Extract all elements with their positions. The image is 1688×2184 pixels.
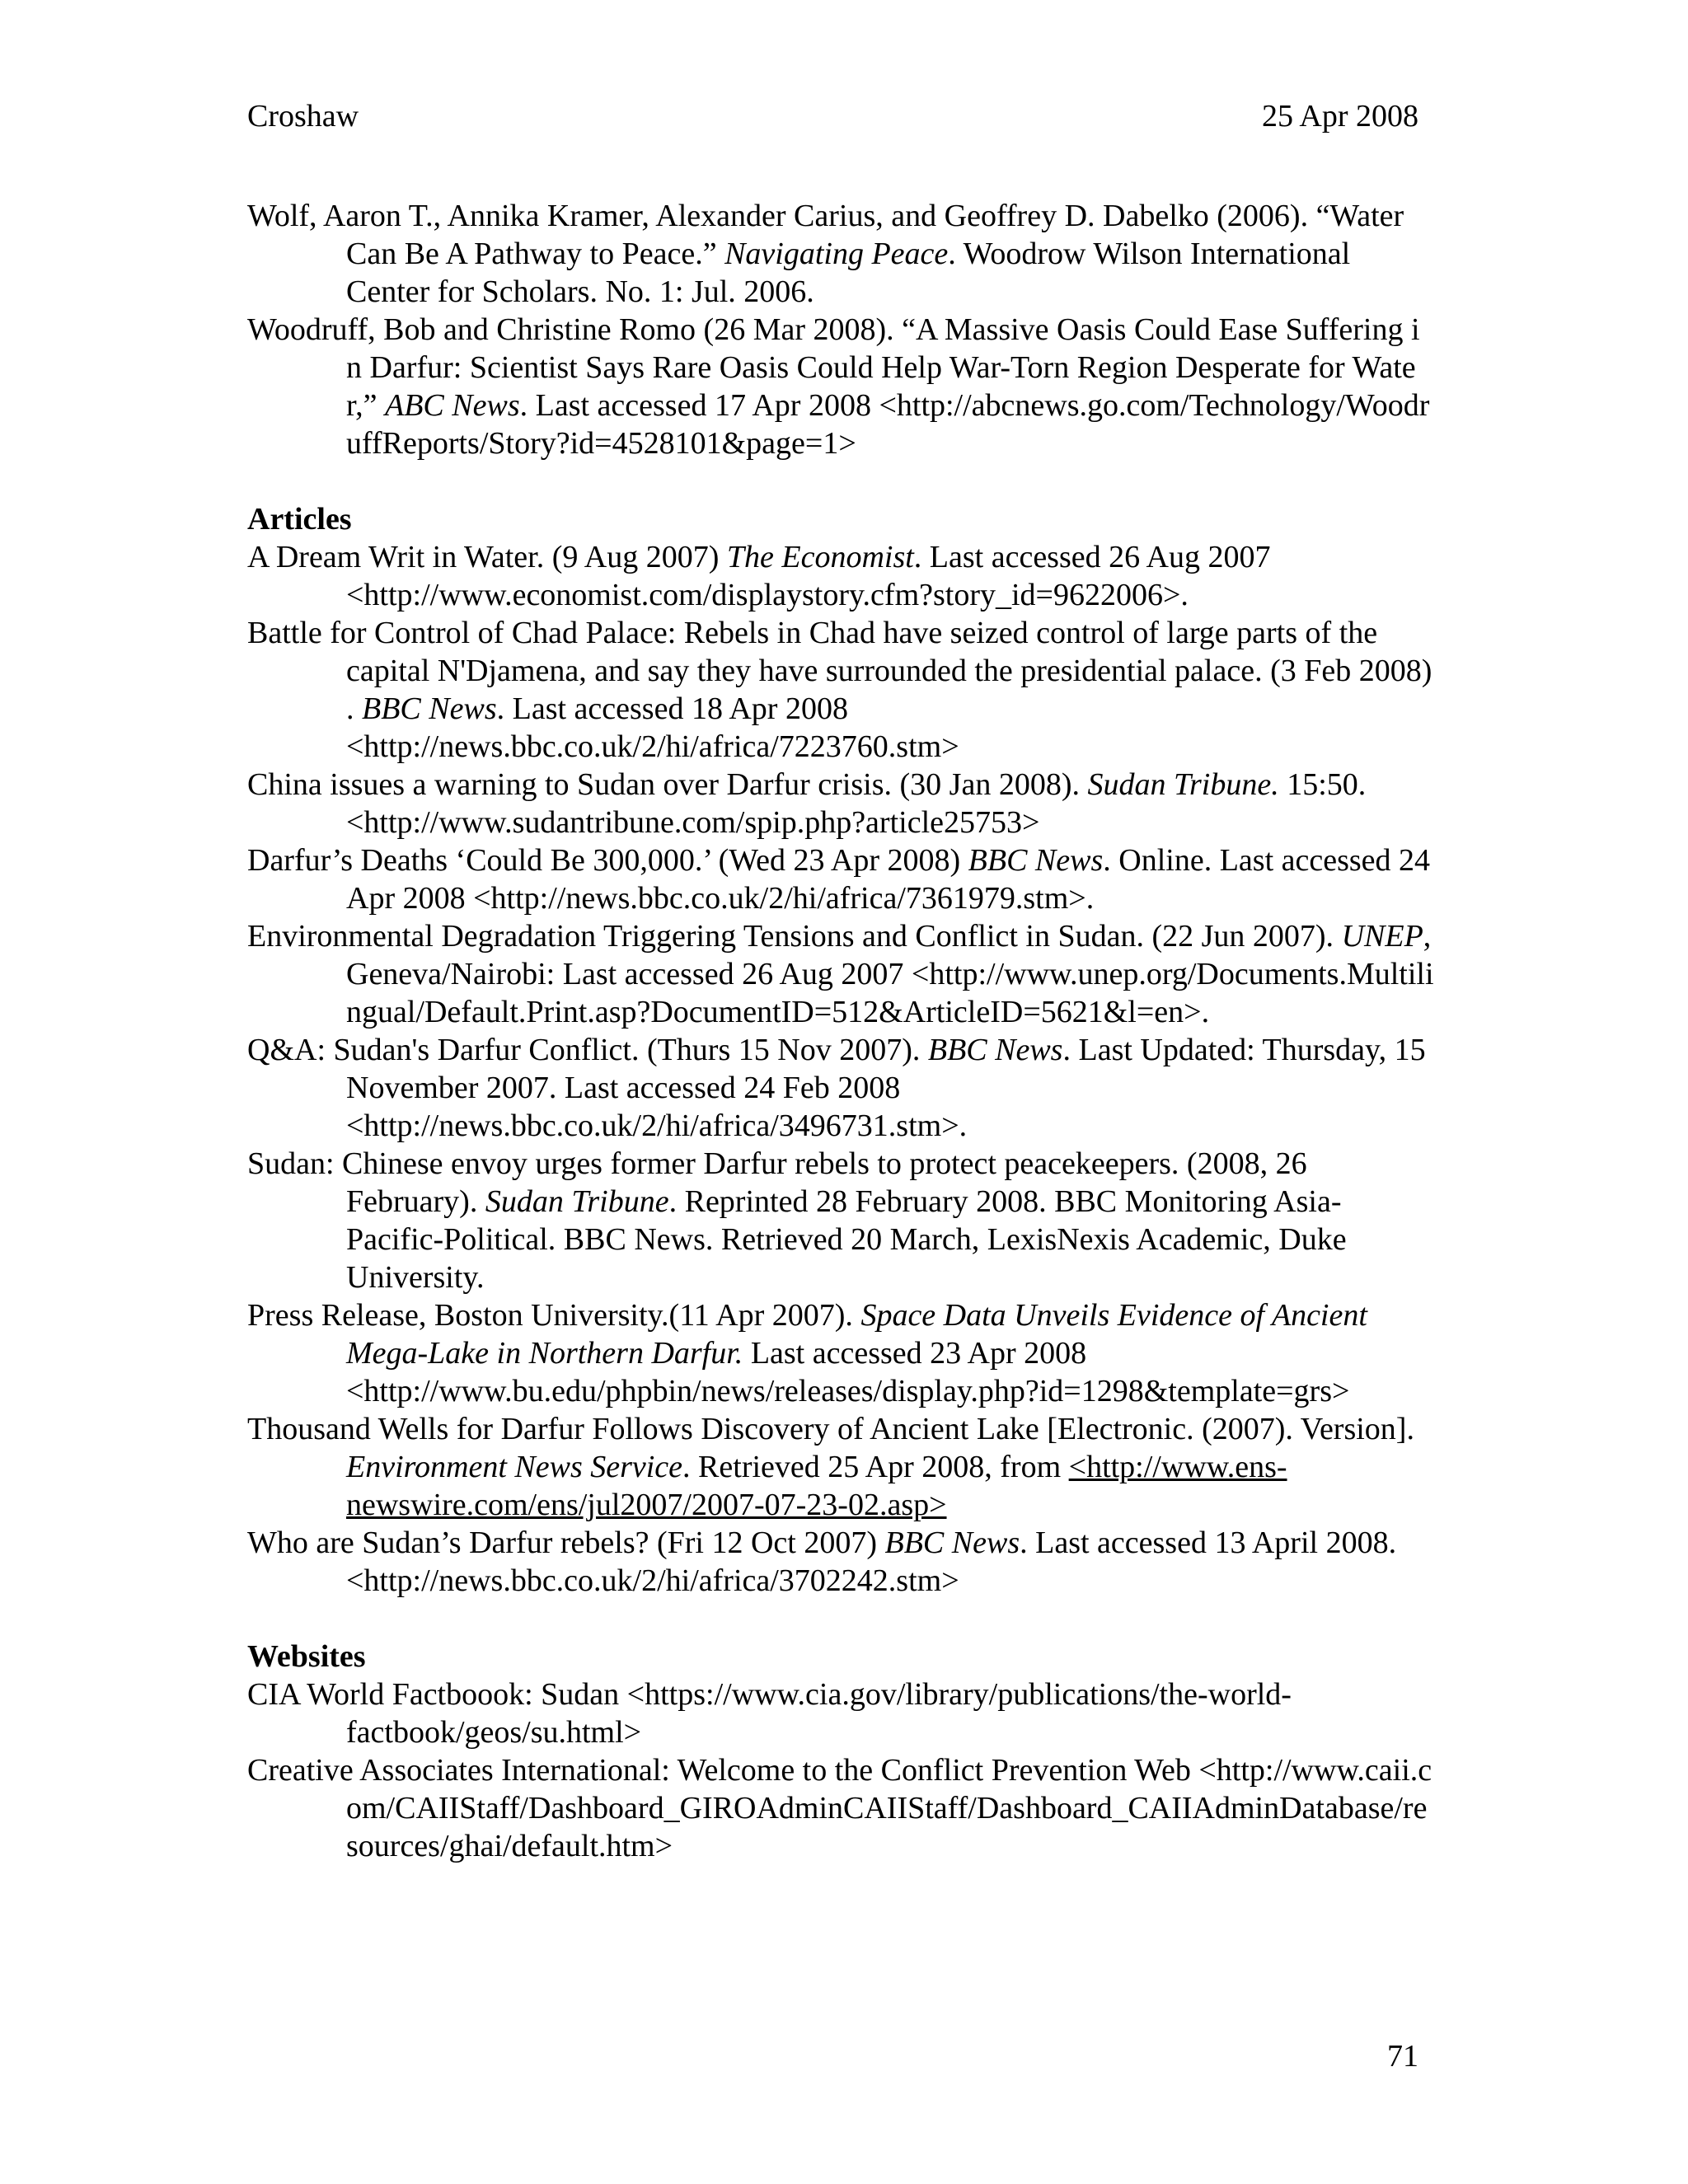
reference-text: . Last accessed 18 Apr 2008 <http://news.bbc.co.uk/2/hi/africa/7223760.stm> [346,691,959,764]
reference-text: . Last accessed 26 Aug 2007 <http://www.economist.com/displaystory.cfm?story_id=9622006>. [346,540,1271,612]
running-header-author: Croshaw [247,99,359,134]
reference-text: Press Release, Boston University.(11 Apr 2007). [247,1298,861,1333]
reference-text: Last accessed 23 Apr 2008 <http://www.bu.edu/phpbin/news/releases/display.php?id=1298&template=grs> [346,1336,1350,1408]
reference-entry [247,311,1434,462]
running-header-date: 25 Apr 2008 [1262,99,1418,134]
reference-title: BBC News [884,1526,1020,1560]
reference-title: BBC News [968,843,1104,878]
reference-text: CIA World Factboook: Sudan <https://www.cia.gov/library/publications/the-world-factbook/geos/su.html> [247,1677,1292,1750]
reference-title: Space Data Unveils Evidence of Ancient Mega-Lake in Northern Darfur. [346,1298,1367,1371]
reference-title: Navigating Peace [724,237,949,271]
reference-entry [247,538,1434,614]
reference-title: Sudan Tribune [485,1184,669,1219]
reference-entry [247,614,1434,766]
reference-entry [247,766,1434,841]
reference-text: Creative Associates International: Welcome to the Conflict Prevention Web <http://www.caii.com/CAIIStaff/Dashboard_GIROAdminCAIIStaff/Dashboard_CAIIAdminDatabase/resources/ghai/default.htm> [247,1753,1432,1863]
bibliography [247,197,1434,1865]
reference-text: Wolf, Aaron T., Annika Kramer, Alexander Carius, and Geoffrey D. Dabelko (2006). “Water Can Be A Pathway to Peace.” [247,199,1404,271]
reference-text: 15:50.<http://www.sudantribune.com/spip.php?article25753> [346,767,1367,840]
reference-entry [247,1751,1434,1865]
reference-entry [247,1145,1434,1296]
reference-text: A Dream Writ in Water. (9 Aug 2007) [247,540,727,574]
reference-text: . Last accessed 17 Apr 2008 <http://abcnews.go.com/Technology/WoodruffReports/Story?id=4528101&page=1> [346,388,1430,461]
reference-text: Battle for Control of Chad Palace: Rebels in Chad have seized control of large parts of the capital N'Djamena, and say they have surrounded the presidential palace. (3 Feb 2008) . [247,616,1432,726]
reference-title: UNEP [1341,919,1423,954]
reference-title: BBC News [362,691,497,726]
reference-title: BBC News [927,1033,1063,1067]
reference-text: Q&A: Sudan's Darfur Conflict. (Thurs 15 Nov 2007). [247,1033,928,1067]
reference-link[interactable]: <http://www.ens-newswire.com/ens/jul2007/2007-07-23-02.asp> [346,1450,1287,1522]
reference-text: Thousand Wells for Darfur Follows Discovery of Ancient Lake [Electronic. (2007). Version]. [247,1412,1414,1446]
reference-text: Woodruff, Bob and Christine Romo (26 Mar 2008). “A Massive Oasis Could Ease Suffering in Darfur: Scientist Says Rare Oasis Could Help War-Torn Region Desperate for Water,” [247,312,1420,423]
reference-text: Darfur’s Deaths ‘Could Be 300,000.’ (Wed 23 Apr 2008) [247,843,968,878]
reference-entry [247,841,1434,917]
reference-text: China issues a warning to Sudan over Darfur crisis. (30 Jan 2008). [247,767,1088,802]
reference-entry [247,1410,1434,1524]
reference-text: . Last Updated: Thursday, 15 November 2007. Last accessed 24 Feb 2008 <http://news.bbc.co.uk/2/hi/africa/3496731.stm>. [346,1033,1426,1143]
reference-entry [247,197,1434,311]
reference-entry [247,917,1434,1031]
reference-text: . Retrieved 25 Apr 2008, from [682,1450,1069,1484]
reference-title: Environment News Service [346,1450,683,1484]
reference-text: . Woodrow Wilson International Center for Scholars. No. 1: Jul. 2006. [346,237,1351,309]
section-heading-websites: Websites [247,1639,366,1674]
reference-entry [247,1031,1434,1145]
reference-text: Environmental Degradation Triggering Tensions and Conflict in Sudan. (22 Jun 2007). [247,919,1342,954]
reference-text: . Reprinted 28 February 2008. BBC Monitoring Asia-Pacific-Political. BBC News. Retrieved 20 March, LexisNexis Academic, Duke University. [346,1184,1347,1295]
reference-text: . Online. Last accessed 24 Apr 2008 <http://news.bbc.co.uk/2/hi/africa/7361979.stm>. [346,843,1431,916]
reference-title: Sudan Tribune. [1087,767,1279,802]
reference-title: ABC News [385,388,520,423]
reference-entry [247,1675,1434,1751]
page-number: 71 [1387,2039,1418,2074]
reference-entry [247,1296,1434,1410]
section-heading-articles: Articles [247,502,352,537]
reference-text: Who are Sudan’s Darfur rebels? (Fri 12 Oct 2007) [247,1526,885,1560]
reference-text: , Geneva/Nairobi: Last accessed 26 Aug 2007 <http://www.unep.org/Documents.Multilingual/Default.Print.asp?DocumentID=512&ArticleID=5621&l=en>. [346,919,1434,1029]
reference-text: Sudan: Chinese envoy urges former Darfur rebels to protect peacekeepers. (2008, 26 February). [247,1146,1307,1219]
reference-entry [247,1524,1434,1600]
reference-text: . Last accessed 13 April 2008. <http://news.bbc.co.uk/2/hi/africa/3702242.stm> [346,1526,1397,1598]
reference-title: The Economist [726,540,914,574]
